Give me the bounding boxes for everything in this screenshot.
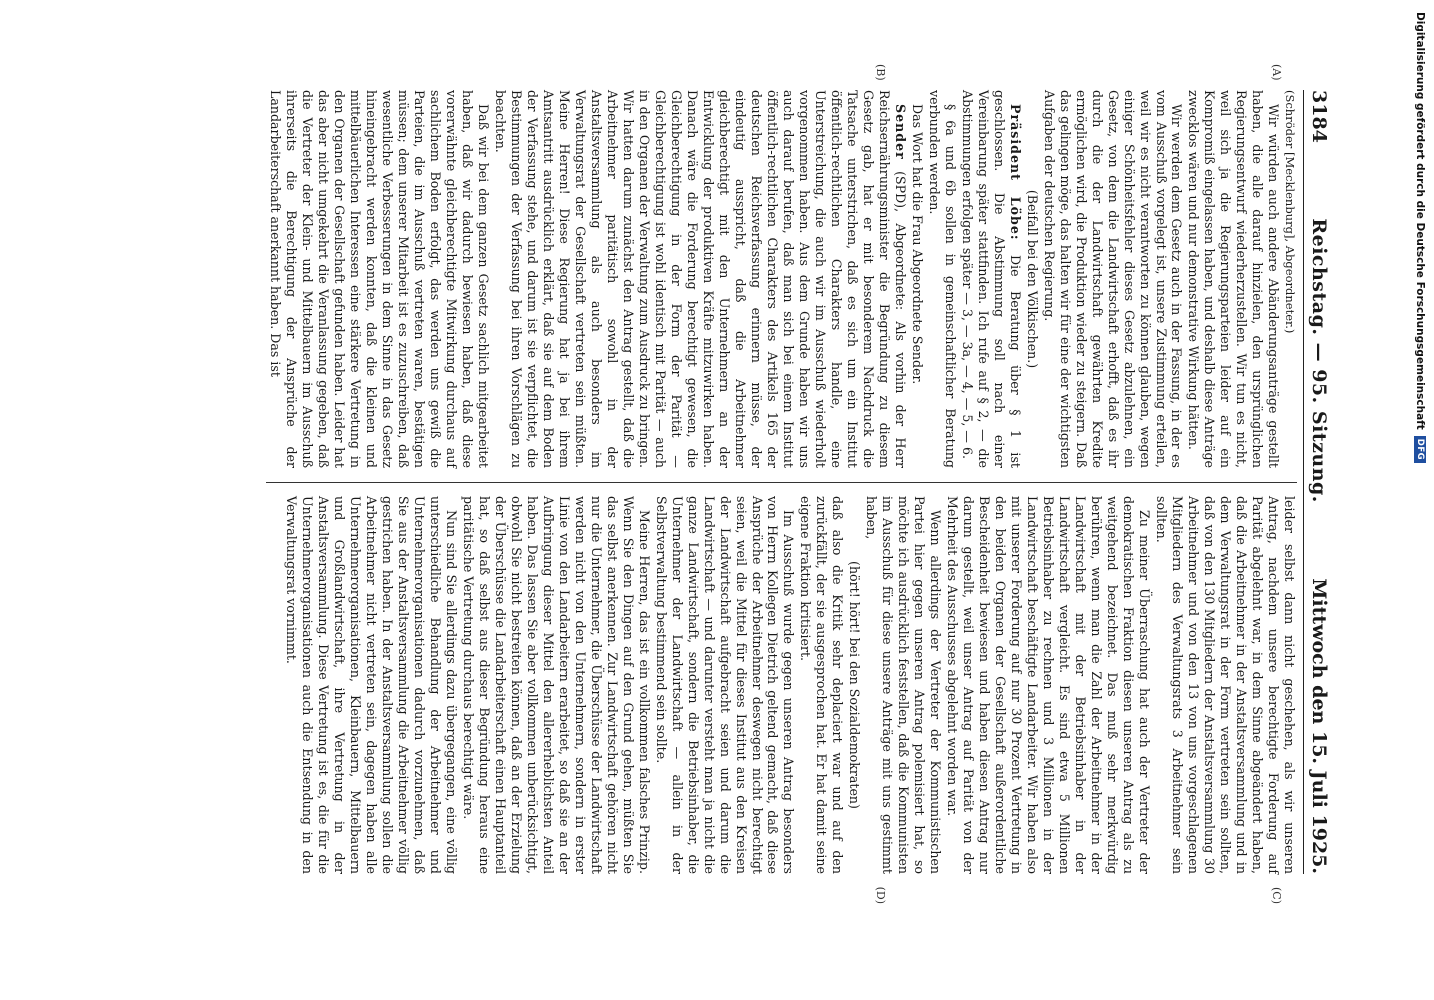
speaker-line: (Schröder [Mecklenburg], Abgeordneter.) bbox=[1283, 90, 1297, 334]
page-header bbox=[1303, 90, 1330, 874]
text-columns bbox=[266, 64, 1297, 904]
paragraph: Daß wir bei dem ganzen Gesetz sachlich mitgearbeitet haben, daß wir dadurch bewiesen haben, daß diese vorerwähnte gleichberechtigte Mitwirkung durchaus auf sachlichem Boden erfolgt, das werden uns gewiß die Parteien, die im Ausschuß vertreten waren, bestätigen müssen; dem unserer Mitarbeit ist es zuzuschreiben, daß wesentliche Verbesserungen in dem Sinne in das Gesetz hineingebracht werden konnten, daß die kleinen und mittelbäuerlichen Interessen eine stärkere Vertretung in den Organen der Gesellschaft gefunden haben. Leider hat das aber nicht umgekehrt die Veranlassung gegeben, daß die Vertreter der Klein- und Mittelbauern im Ausschuß ihrerseits die Berechtigung der Ansprüche der Landarbeiterschaft anerkannt haben. Das ist bbox=[268, 90, 492, 468]
paragraph: Das Wort hat die Frau Abgeordnete Sender. bbox=[909, 104, 925, 385]
paragraph: Zu meiner Überraschung hat auch der Vertreter der demokratischen Fraktion diesen unseren Antrag als zu weitgehend bezeichnet. Das muß sehr merkwürdig berühren, wenn man die Zahl der Arbeitnehmer in der Landwirtschaft mit der Betriebsinhaber in der Landwirtschaft vergleicht. Es sind etwa 5 Millionen Betriebsinhaber zu rechnen und 3 Millionen in der Landwirtschaft beschäftigte Landarbeiter. Wir haben also mit unserer Forderung auf nur 30 Prozent Vertretung in den beiden Organen der Gesellschaft außerordentliche Bescheidenheit bewiesen und haben diesen Antrag nur darum gestellt, weil unser Antrag auf Parität von der Mehrheit des Ausschusses abgelehnt worden war. bbox=[945, 496, 1153, 874]
page-number: 3184 bbox=[1308, 90, 1330, 143]
credit-text: Digitalisierung gefördert durch die Deutsche Forschungsgemeinschaft bbox=[1414, 12, 1426, 430]
document-page bbox=[110, 50, 1340, 910]
paragraph: Meine Herren, das ist ein vollkommen falsches Prinzip. Wenn Sie den Dingen auf den Grund gehen, müßten Sie das selbst anerkennen. Zur Landwirtschaft gehören nicht nur die Unternehmer, die Überschüsse der Landwirtschaft werden nicht von den Unternehmern, sondern in erster Linie von den Landarbeitern erarbeitet, so daß sie an der Aufbringung dieser Mittel den allererheblichsten Anteil haben. Das lassen Sie aber vollkommen unberücksichtigt, obwohl Sie nicht bestreiten können, daß an der Erzielung der Überschüsse die Landarbeiterschaft einen Hauptanteil hat, so daß selbst aus dieser Begründung heraus eine paritätische Vertretung durchaus berechtigt wäre. bbox=[460, 496, 652, 874]
applause-note: (Beifall bei den Völkischen.) bbox=[1024, 189, 1040, 369]
paragraph: Im Ausschuß wurde gegen unseren Antrag besonders von Herrn Kollegen Dietrich geltend gemacht, daß diese Ansprüche der Arbeitnehmer deswegen nicht berechtigt seien, weil die Mittel für dieses Institut aus den Kreisen der Landwirtschaft aufgebracht seien und darum die Landwirtschaft — und darunter versteht man ja nicht die ganze Landwirtschaft, sondern die Betriebsinhaber, die Unternehmer der Landwirtschaft — allein in der Selbstverwaltung bestimmend sein sollte. bbox=[653, 496, 797, 874]
left-column bbox=[266, 90, 1297, 468]
margin-letter-a: (A) bbox=[1270, 64, 1283, 81]
column-divider bbox=[266, 482, 1297, 483]
digitization-credit bbox=[1414, 12, 1426, 712]
paragraph: Nun sind Sie allerdings dazu übergegangen, eine völlig unterschiedliche Behandlung der Arbeitnehmer und Unternehmerorganisationen dadurch vorzunehmen, daß Sie aus der Anstaltsversammlung die Arbeitnehmer völlig gestrichen haben. In der Anstaltsversammlung sollen die Arbeitnehmer nicht vertreten sein, dagegen haben alle Unternehmerorganisationen, Kleinbauern, Mittelbauern und Großlandwirtschaft, ihre Vertretung in der Anstaltsversammlung. Diese Vertretung ist es, die für die Unternehmerorganisationen auch die Entsendung in den Verwaltungsrat vornimmt. bbox=[283, 496, 459, 874]
president-text: Die Beratung über § 1 ist geschlossen. Die Abstimmung soll nach einer Vereinbarung später stattfinden. Ich rufe auf § 2, — die Abstimmungen erfolgen später — 3, — 3a, — 4, — 5, — 6. bbox=[959, 90, 1023, 468]
paragraph: Wir würden auch andere Abänderungsanträge gestellt haben, die alle darauf hinzielen, den ursprünglichen Regierungsentwurf wiederherzustellen. Wir tun es nicht, weil sich ja die Regierungsparteien leider auf ein Kompromiß eingelassen haben, und deshalb diese Anträge zwecklos wären und nur demonstrative Wirkung hätten. bbox=[1186, 90, 1282, 468]
president-name: Präsident Löbe: bbox=[1007, 104, 1023, 241]
paragraph: leider selbst dann nicht geschehen, als wir unseren Antrag, nachdem unsere berechtigte Forderung auf Parität abgelehnt war, in dem Sinne abgeändert haben, daß die Arbeitnehmer in der Anstaltsversammlung und in dem Verwaltungsrat in der Form vertreten sein sollten, daß von den 130 Mitgliedern der Anstaltsversammlung 30 Arbeitnehmer und von den 13 von uns vorgeschlagenen Mitgliedern des Verwaltungsrats 3 Arbeitnehmer sein sollten. bbox=[1154, 496, 1297, 874]
speaker-paragraph bbox=[492, 90, 908, 468]
speech-text: (SPD), Abgeordnete: Als vorhin der Herr Reichsernährungsminister die Begründung zu diesem Gesetz gab, hat er mit besonderem Nachdruck die Tatsache unterstrichen, daß es sich um ein Institut öffentlich-rechtlichen Charakters handle, eine Unterstreichung, die auch wir im Ausschuß wiederholt vorgenommen haben. Aus dem Grunde haben wir uns auch darauf berufen, daß man sich bei einem Institut öffentlich-rechtlichen Charakters des Artikels 165 der deutschen Reichsverfassung erinnern müsse, der eindeutig ausspricht, daß die Arbeitnehmer gleichberechtigt mit den Unternehmern an der Entwicklung der produktiven Kräfte mitzuwirken haben. Danach wäre die Forderung berechtigt gewesen, die Gleichberechtigung in der Form der Parität — Gleichberechtigung ist wohl identisch mit Parität — auch in den Organen der Verwaltung zum Ausdruck zu bringen. Wir hatten darum zunächst den Antrag gestellt, daß die Arbeitnehmer paritätisch sowohl in der Anstaltsversammlung als auch besonders im Verwaltungsrat der Gesellschaft vertreten sein müßten. Meine Herren! Diese Regierung hat ja bei ihrem Amtsantritt ausdrücklich erklärt, daß sie auf dem Boden der Verfassung stehe, und darum ist sie verpflichtet, die Bestimmungen der Verfassung bei ihren Vorschlägen zu beachten. bbox=[493, 90, 908, 468]
margin-letter-d: (D) bbox=[874, 886, 887, 904]
president-paragraph bbox=[959, 90, 1023, 468]
margin-letter-c: (C) bbox=[1270, 887, 1283, 904]
session-title: Reichstag. — 95. Sitzung. bbox=[1308, 218, 1330, 503]
dfg-logo: DFG bbox=[1414, 436, 1426, 463]
session-date: Mittwoch den 15. Juli 1925. bbox=[1308, 578, 1330, 874]
interjection-note: (hört! hört! bei den Sozialdemokraten) bbox=[847, 561, 863, 809]
paragraph: Wir werden dem Gesetz auch in der Fassung, in der es vom Ausschuß vorgelegt ist, unsere Zustimmung erteilen, weil wir es nicht verantworten zu können glauben, wegen einiger Schönheitsfehler dieses Gesetz abzulehnen, ein Gesetz, von dem die Landwirtschaft erhofft, daß es ihr durch die der Landwirtschaft gewährten Kredite ermöglichen wird, die Produktion wieder zu steigern. Daß das gelingen möge, das halten wir für eine der wichtigsten Aufgaben der deutschen Regierung. bbox=[1041, 90, 1185, 468]
speaker-name: Sender bbox=[892, 104, 908, 160]
right-column bbox=[266, 496, 1297, 874]
paragraph: § 6a und 6b sollen in gemeinschaftlicher Beratung verbunden werden. bbox=[926, 90, 958, 468]
paragraph: daß also die Kritik sehr deplaciert war und auf den zurückfällt, der sie ausgesprochen hat. Er hat damit seine eigene Fraktion kritisiert. bbox=[798, 496, 846, 874]
margin-letter-b: (B) bbox=[874, 64, 887, 81]
paragraph: Wenn allerdings der Vertreter der Kommunistischen Partei hier gegen unseren Antrag polemisiert hat, so möchte ich ausdrücklich feststellen, daß die Kommunisten im Ausschuß für diese unsere Anträge mit uns gestimmt haben, bbox=[864, 496, 944, 874]
